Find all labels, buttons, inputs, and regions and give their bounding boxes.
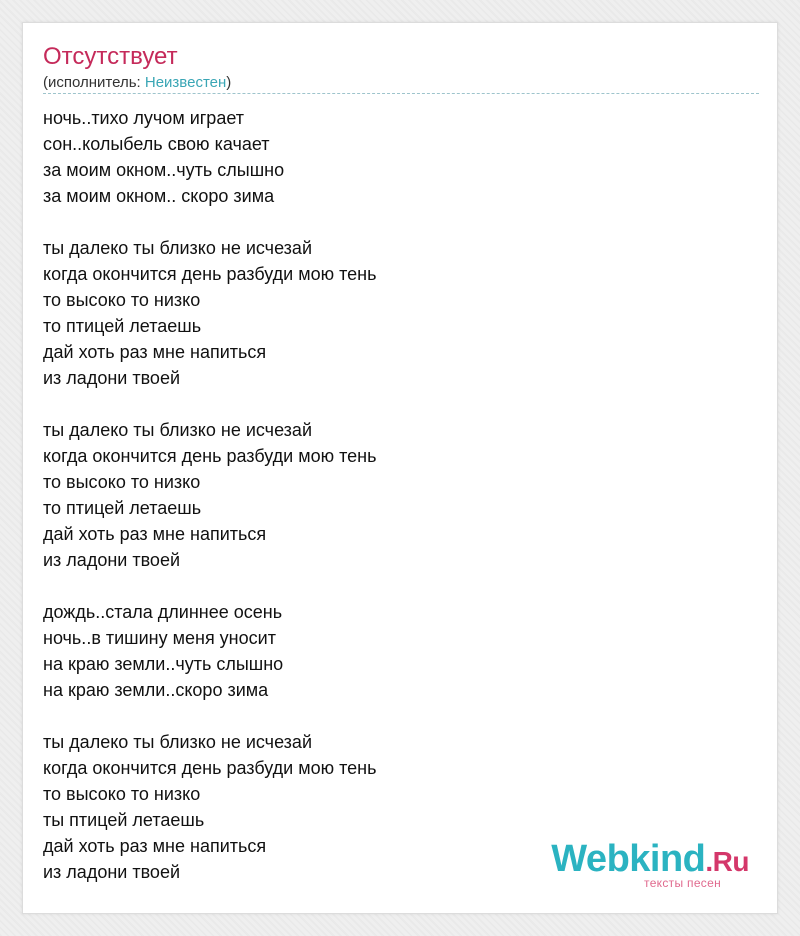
lyrics-text [43, 105, 376, 885]
lyric-line: ты далеко ты близко не исчезай [43, 420, 312, 440]
lyric-line: когда окончится день разбуди мою тень [43, 758, 377, 778]
dashed-divider [43, 93, 759, 94]
lyric-line: дай хоть раз мне напиться [43, 342, 267, 362]
lyric-line: из ладони твоей [43, 862, 181, 882]
artist-suffix: ) [226, 74, 232, 91]
lyric-line: то высоко то низко [43, 290, 201, 310]
stanza-gap [43, 391, 376, 417]
lyric-line: на краю земли..скоро зима [43, 680, 269, 700]
lyric-line: сон..колыбель свою качает [43, 134, 270, 154]
artist-line [43, 74, 231, 92]
lyric-line: на краю земли..чуть слышно [43, 654, 284, 674]
artist-prefix: (исполнитель: [43, 74, 145, 91]
lyric-line: за моим окном.. скоро зима [43, 186, 275, 206]
lyric-line: то высоко то низко [43, 784, 201, 804]
lyric-line: ночь..тихо лучом играет [43, 108, 244, 128]
stanza-gap [43, 703, 376, 729]
lyric-line: из ладони твоей [43, 368, 181, 388]
lyrics-card [22, 22, 778, 914]
lyric-line: за моим окном..чуть слышно [43, 160, 285, 180]
artist-link[interactable]: Неизвестен [144, 74, 227, 91]
lyric-line: когда окончится день разбуди мою тень [43, 446, 377, 466]
stanza-gap [43, 573, 376, 599]
lyric-line: ты далеко ты близко не исчезай [43, 732, 312, 752]
logo-tagline: тексты песен [644, 876, 721, 890]
lyric-line: ты далеко ты близко не исчезай [43, 238, 312, 258]
lyric-line: то птицей летаешь [43, 316, 202, 336]
song-title: Отсутствует [43, 43, 178, 70]
site-logo[interactable] [551, 840, 749, 889]
lyric-line: то птицей летаешь [43, 498, 202, 518]
logo-name: Webkind [551, 838, 706, 880]
lyric-line: дай хоть раз мне напиться [43, 836, 267, 856]
lyric-line: когда окончится день разбуди мою тень [43, 264, 377, 284]
logo-tld: .Ru [705, 846, 749, 877]
stanza-gap [43, 209, 376, 235]
lyric-line: ночь..в тишину меня уносит [43, 628, 276, 648]
lyric-line: ты птицей летаешь [43, 810, 205, 830]
lyric-line: то высоко то низко [43, 472, 201, 492]
lyric-line: из ладони твоей [43, 550, 181, 570]
lyric-line: дай хоть раз мне напиться [43, 524, 267, 544]
lyric-line: дождь..стала длиннее осень [43, 602, 283, 622]
